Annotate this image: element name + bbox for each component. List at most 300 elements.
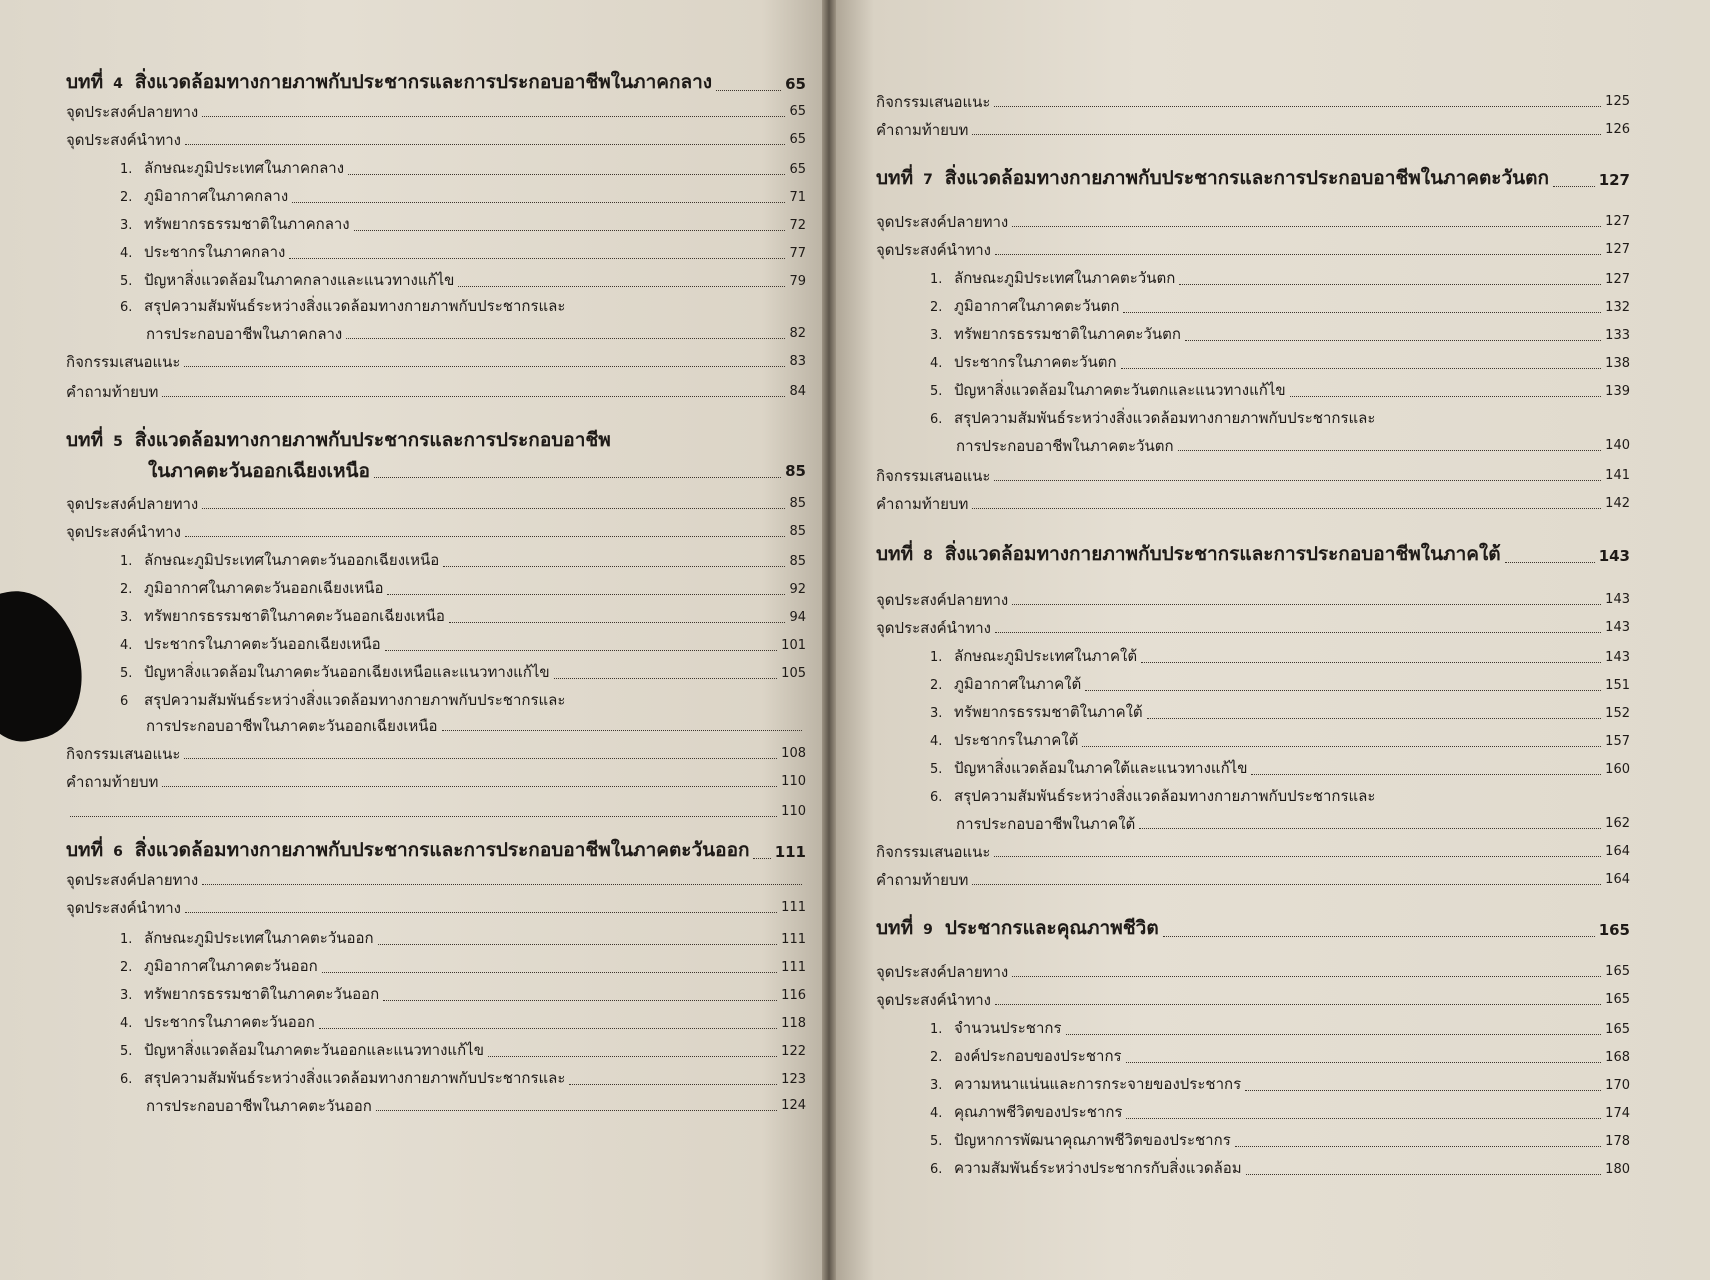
dot-leader — [1141, 662, 1601, 663]
item-index: 1. — [120, 162, 133, 177]
toc-label — [930, 1130, 1231, 1152]
toc-text: ปัญหาสิ่งแวดล้อมในภาคตะวันออกเฉียงเหนือและแนวทางแก้ไข — [144, 663, 550, 681]
toc-text: จุดประสงค์ปลายทาง — [876, 213, 1009, 231]
page-number: 174 — [1605, 1106, 1630, 1121]
toc-row — [956, 436, 1630, 456]
item-index: 6. — [120, 300, 133, 315]
dot-leader — [185, 536, 785, 537]
toc-text: ทรัพยากรธรรมชาติในภาคกลาง — [144, 215, 350, 233]
page-number: 101 — [781, 638, 806, 653]
toc-label — [66, 102, 198, 122]
toc-label — [930, 1074, 1241, 1096]
dot-leader — [1126, 1062, 1602, 1063]
page-number: 108 — [781, 746, 806, 761]
dot-leader — [1066, 1034, 1602, 1035]
toc-text: ความสัมพันธ์ระหว่างประชากรกับสิ่งแวดล้อม — [954, 1159, 1242, 1177]
chapter-number: 4 — [113, 76, 123, 92]
toc-text: ปัญหาสิ่งแวดล้อมในภาคตะวันตกและแนวทางแก้ไข — [954, 381, 1286, 399]
toc-label — [876, 212, 1008, 232]
toc-item-row — [120, 186, 806, 208]
toc-item-row — [120, 1040, 806, 1062]
toc-text: จุดประสงค์ปลายทาง — [876, 963, 1009, 981]
toc-label — [66, 522, 181, 542]
item-index: 3. — [930, 1078, 943, 1093]
toc-label — [876, 870, 968, 890]
toc-row — [876, 618, 1630, 638]
toc-item-row — [930, 380, 1630, 402]
dot-leader — [322, 972, 777, 973]
book-gutter — [822, 0, 836, 1280]
toc-text: ลักษณะภูมิประเทศในภาคตะวันออกเฉียงเหนือ — [144, 551, 440, 569]
item-index: 1. — [120, 554, 133, 569]
toc-item-row — [120, 662, 806, 684]
dot-leader — [162, 786, 777, 787]
dot-leader — [458, 286, 785, 287]
toc-text: จุดประสงค์ปลายทาง — [66, 103, 199, 121]
page-number: 168 — [1605, 1050, 1630, 1065]
toc-label — [876, 466, 990, 486]
dot-leader — [554, 678, 777, 679]
toc-text: การประกอบอาชีพในภาคกลาง — [146, 325, 343, 343]
dot-leader — [1121, 368, 1602, 369]
item-index: 3. — [930, 706, 943, 721]
toc-item-row — [120, 984, 806, 1006]
page-number: 122 — [781, 1044, 806, 1059]
item-index: 5. — [120, 274, 133, 289]
dot-leader — [1178, 450, 1602, 451]
dot-leader — [185, 912, 777, 913]
item-index: 2. — [120, 582, 133, 597]
toc-item-row — [930, 1074, 1630, 1096]
toc-text: ทรัพยากรธรรมชาติในภาคใต้ — [954, 703, 1143, 721]
toc-text: การประกอบอาชีพในภาคตะวันออก — [146, 1097, 372, 1115]
item-index: 4. — [930, 356, 943, 371]
dot-leader — [488, 1056, 777, 1057]
toc-text: ภูมิอากาศในภาคใต้ — [954, 675, 1082, 693]
item-index: 3. — [930, 328, 943, 343]
page-number: 118 — [781, 1016, 806, 1031]
dot-leader — [1139, 828, 1601, 829]
page-number: 132 — [1605, 300, 1630, 315]
toc-item-row — [120, 578, 806, 600]
dot-leader — [202, 508, 785, 509]
toc-text: จุดประสงค์นำทาง — [66, 131, 181, 149]
page-number: 126 — [1605, 122, 1630, 137]
toc-row — [876, 990, 1630, 1010]
toc-text: องค์ประกอบของประชากร — [954, 1047, 1122, 1065]
page-number: 141 — [1605, 468, 1630, 483]
dot-leader — [1147, 718, 1602, 719]
toc-text: สิ่งแวดล้อมทางกายภาพกับประชากรและการประกอบอาชีพในภาคกลาง — [134, 71, 713, 93]
page-number: 65 — [785, 75, 806, 93]
toc-item-row — [930, 408, 1630, 430]
toc-label — [66, 130, 181, 150]
dot-leader — [1126, 1118, 1601, 1119]
dot-leader — [1012, 604, 1601, 605]
toc-label — [876, 618, 991, 638]
chapter-number: 8 — [923, 548, 933, 564]
toc-chapter-row — [148, 459, 806, 483]
page-number: 151 — [1605, 678, 1630, 693]
toc-label — [66, 428, 611, 454]
toc-item-row — [120, 242, 806, 264]
page-number: 85 — [789, 554, 806, 569]
toc-text: จุดประสงค์นำทาง — [876, 991, 991, 1009]
page-number: 85 — [789, 524, 806, 539]
dot-leader — [569, 1084, 777, 1085]
toc-item-row — [930, 268, 1630, 290]
chapter-prefix: บทที่ — [876, 167, 914, 189]
toc-item-row — [120, 270, 806, 292]
toc-text: จุดประสงค์ปลายทาง — [66, 495, 199, 513]
dot-leader — [348, 174, 785, 175]
dot-leader — [185, 144, 785, 145]
toc-text: คุณภาพชีวิตของประชากร — [954, 1103, 1123, 1121]
dot-leader — [994, 856, 1601, 857]
dot-leader — [1179, 284, 1601, 285]
toc-text: ลักษณะภูมิประเทศในภาคใต้ — [954, 647, 1138, 665]
item-index: 2. — [930, 300, 943, 315]
toc-item-row — [120, 606, 806, 628]
toc-text: ลักษณะภูมิประเทศในภาคตะวันออก — [144, 929, 374, 947]
page-number: 138 — [1605, 356, 1630, 371]
toc-text: คำถามท้ายบท — [876, 495, 969, 513]
toc-row — [66, 522, 806, 542]
toc-label — [120, 984, 379, 1006]
dot-leader — [292, 202, 785, 203]
page-number: 92 — [789, 582, 806, 597]
toc-text: ปัญหาสิ่งแวดล้อมในภาคกลางและแนวทางแก้ไข — [144, 271, 455, 289]
toc-item-row — [120, 296, 806, 318]
page-number: 72 — [789, 218, 806, 233]
toc-label — [930, 758, 1247, 780]
toc-label — [66, 898, 181, 918]
toc-left — [0, 0, 828, 1280]
dot-leader — [383, 1000, 777, 1001]
item-index: 1. — [930, 1022, 943, 1037]
page-number: 111 — [774, 843, 806, 861]
item-index: 3. — [120, 610, 133, 625]
page-number: 160 — [1605, 762, 1630, 777]
toc-text: สิ่งแวดล้อมทางกายภาพกับประชากรและการประกอบอาชีพในภาคตะวันตก — [944, 167, 1549, 189]
toc-label — [120, 214, 350, 236]
toc-text: ความหนาแน่นและการกระจายของประชากร — [954, 1075, 1242, 1093]
toc-text: กิจกรรมเสนอแนะ — [876, 467, 991, 485]
toc-label — [930, 730, 1078, 752]
toc-row — [66, 870, 806, 890]
toc-label — [930, 1158, 1242, 1180]
toc-label — [876, 590, 1008, 610]
item-index: 2. — [120, 960, 133, 975]
chapter-number: 9 — [923, 922, 933, 938]
dot-leader — [1245, 1090, 1601, 1091]
toc-label — [148, 459, 370, 483]
dot-leader — [1012, 226, 1601, 227]
right-page — [830, 0, 1710, 1280]
toc-label — [876, 120, 968, 140]
toc-text: ประชากรในภาคตะวันออก — [144, 1013, 315, 1031]
toc-text: ภูมิอากาศในภาคกลาง — [144, 187, 289, 205]
toc-text: ประชากรและคุณภาพชีวิต — [944, 917, 1159, 939]
page-number: 127 — [1605, 272, 1630, 287]
page-number: 82 — [789, 326, 806, 341]
toc-text: ปัญหาสิ่งแวดล้อมในภาคใต้และแนวทางแก้ไข — [954, 759, 1248, 777]
toc-label — [876, 542, 1501, 568]
toc-row — [146, 324, 806, 344]
toc-chapter-row — [66, 70, 806, 96]
toc-label — [66, 744, 180, 764]
dot-leader — [449, 622, 786, 623]
page-number: 85 — [785, 462, 806, 480]
page-number: 127 — [1605, 242, 1630, 257]
toc-label — [146, 716, 438, 736]
toc-label — [66, 70, 712, 96]
toc-label — [876, 166, 1549, 192]
toc-item-row — [120, 1012, 806, 1034]
toc-item-row — [930, 1046, 1630, 1068]
dot-leader — [162, 396, 785, 397]
toc-row — [876, 870, 1630, 890]
page-number: 127 — [1598, 171, 1630, 189]
page-number: 178 — [1605, 1134, 1630, 1149]
toc-item-row — [120, 690, 806, 712]
toc-item-row — [930, 702, 1630, 724]
dot-leader — [70, 816, 777, 817]
toc-text: การประกอบอาชีพในภาคใต้ — [956, 815, 1136, 833]
toc-text: จุดประสงค์นำทาง — [66, 523, 181, 541]
toc-item-row — [930, 730, 1630, 752]
toc-row — [876, 962, 1630, 982]
toc-row — [876, 590, 1630, 610]
toc-row — [956, 814, 1630, 834]
page-number: 165 — [1598, 921, 1630, 939]
item-index: 3. — [120, 218, 133, 233]
toc-label — [956, 814, 1135, 834]
dot-leader — [1290, 396, 1601, 397]
page-number: 65 — [789, 132, 806, 147]
toc-text: ทรัพยากรธรรมชาติในภาคตะวันตก — [954, 325, 1181, 343]
dot-leader — [1082, 746, 1601, 747]
toc-item-row — [930, 1130, 1630, 1152]
page-number: 65 — [789, 162, 806, 177]
toc-item-row — [930, 296, 1630, 318]
item-index: 5. — [930, 1134, 943, 1149]
toc-text: คำถามท้ายบท — [876, 871, 969, 889]
page-number: 140 — [1605, 438, 1630, 453]
toc-text: ภูมิอากาศในภาคตะวันออก — [144, 957, 318, 975]
dot-leader — [1246, 1174, 1602, 1175]
toc-text: สรุปความสัมพันธ์ระหว่างสิ่งแวดล้อมทางกายภาพกับประชากรและ — [954, 787, 1376, 805]
chapter-number: 7 — [923, 172, 933, 188]
item-index: 3. — [120, 988, 133, 1003]
item-index: 1. — [930, 272, 943, 287]
toc-label — [120, 928, 374, 950]
page-number: 124 — [781, 1098, 806, 1113]
toc-item-row — [930, 324, 1630, 346]
page-number: 165 — [1605, 1022, 1630, 1037]
toc-chapter-row — [876, 166, 1630, 192]
page-number: 180 — [1605, 1162, 1630, 1177]
item-index: 1. — [930, 650, 943, 665]
dot-leader — [1505, 562, 1595, 563]
dot-leader — [354, 230, 786, 231]
left-page — [0, 0, 828, 1280]
item-index: 5. — [120, 1044, 133, 1059]
toc-text: ประชากรในภาคใต้ — [954, 731, 1079, 749]
toc-chapter-row — [876, 916, 1630, 942]
dot-leader — [1185, 340, 1601, 341]
dot-leader — [1123, 312, 1601, 313]
page-number: 127 — [1605, 214, 1630, 229]
toc-label — [66, 838, 749, 864]
toc-item-row — [120, 1068, 806, 1090]
item-index: 1. — [120, 932, 133, 947]
toc-text: ภูมิอากาศในภาคตะวันออกเฉียงเหนือ — [144, 579, 384, 597]
toc-row — [876, 240, 1630, 260]
toc-label — [120, 634, 381, 656]
toc-text: จำนวนประชากร — [954, 1019, 1062, 1037]
toc-text: คำถามท้ายบท — [66, 773, 159, 791]
page-number: 111 — [781, 932, 806, 947]
toc-label — [930, 1018, 1062, 1040]
toc-row — [876, 212, 1630, 232]
dot-leader — [1163, 936, 1595, 937]
page-number: 164 — [1605, 844, 1630, 859]
toc-row — [66, 382, 806, 402]
toc-chapter-row — [876, 542, 1630, 568]
toc-text: ปัญหาสิ่งแวดล้อมในภาคตะวันออกและแนวทางแก้ไข — [144, 1041, 484, 1059]
toc-label — [876, 962, 1008, 982]
toc-label — [930, 296, 1119, 318]
page-number: 85 — [789, 496, 806, 511]
page-number: 157 — [1605, 734, 1630, 749]
item-index: 6. — [120, 1072, 133, 1087]
toc-label — [120, 606, 445, 628]
toc-text: ทรัพยากรธรรมชาติในภาคตะวันออก — [144, 985, 380, 1003]
toc-text: ภูมิอากาศในภาคตะวันตก — [954, 297, 1120, 315]
toc-text: จุดประสงค์ปลายทาง — [66, 871, 199, 889]
toc-label — [120, 956, 318, 978]
item-index: 5. — [930, 762, 943, 777]
chapter-prefix: บทที่ — [66, 839, 104, 861]
item-index: 4. — [120, 638, 133, 653]
toc-text: ปัญหาการพัฒนาคุณภาพชีวิตของประชากร — [954, 1131, 1231, 1149]
page-number: 71 — [789, 190, 806, 205]
dot-leader — [346, 338, 785, 339]
dot-leader — [289, 258, 785, 259]
toc-label — [930, 786, 1375, 808]
toc-text: คำถามท้ายบท — [66, 383, 159, 401]
toc-label — [120, 1040, 484, 1062]
dot-leader — [202, 116, 785, 117]
toc-label — [930, 646, 1137, 668]
page-number: 143 — [1605, 620, 1630, 635]
toc-label — [120, 296, 565, 318]
toc-item-row — [120, 550, 806, 572]
page-number: 125 — [1605, 94, 1630, 109]
dot-leader — [753, 858, 770, 859]
toc-row — [876, 494, 1630, 514]
chapter-prefix: บทที่ — [66, 71, 104, 93]
dot-leader — [1251, 774, 1601, 775]
toc-row — [876, 466, 1630, 486]
dot-leader — [995, 632, 1601, 633]
toc-label — [120, 578, 383, 600]
toc-text: สรุปความสัมพันธ์ระหว่างสิ่งแวดล้อมทางกายภาพกับประชากรและ — [144, 297, 566, 315]
toc-label — [930, 1046, 1122, 1068]
chapter-number: 6 — [113, 844, 123, 860]
dot-leader — [972, 884, 1601, 885]
toc-label — [930, 380, 1286, 402]
toc-text: ประชากรในภาคตะวันออกเฉียงเหนือ — [144, 635, 381, 653]
toc-row — [66, 494, 806, 514]
page-number: 133 — [1605, 328, 1630, 343]
page-number: 65 — [789, 104, 806, 119]
item-index: 4. — [930, 734, 943, 749]
toc-label — [930, 352, 1117, 374]
toc-text: ทรัพยากรธรรมชาติในภาคตะวันออกเฉียงเหนือ — [144, 607, 445, 625]
dot-leader — [387, 594, 785, 595]
dot-leader — [1553, 186, 1595, 187]
toc-label — [66, 382, 158, 402]
dot-leader — [1012, 976, 1601, 977]
dot-leader — [385, 650, 778, 651]
toc-text: ในภาคตะวันออกเฉียงเหนือ — [148, 460, 370, 482]
toc-label — [120, 186, 288, 208]
toc-item-row — [120, 956, 806, 978]
page-number: 110 — [781, 774, 806, 789]
item-index: 6. — [930, 412, 943, 427]
dot-leader — [1235, 1146, 1601, 1147]
toc-item-row — [120, 634, 806, 656]
toc-label — [876, 92, 990, 112]
toc-row — [876, 842, 1630, 862]
toc-text: สิ่งแวดล้อมทางกายภาพกับประชากรและการประกอบอาชีพในภาคตะวันออก — [134, 839, 750, 861]
page-number: 143 — [1605, 592, 1630, 607]
dot-leader — [374, 477, 781, 478]
toc-text: สิ่งแวดล้อมทางกายภาพกับประชากรและการประกอบอาชีพ — [134, 429, 611, 451]
dot-leader — [184, 758, 777, 759]
toc-item-row — [930, 1018, 1630, 1040]
dot-leader — [443, 566, 785, 567]
item-index: 6 — [120, 694, 129, 709]
item-index: 4. — [930, 1106, 943, 1121]
toc-label — [66, 494, 198, 514]
toc-label — [120, 662, 550, 684]
toc-row — [66, 772, 806, 792]
toc-label — [876, 842, 990, 862]
page-number: 142 — [1605, 496, 1630, 511]
toc-label — [930, 268, 1175, 290]
toc-text: สรุปความสัมพันธ์ระหว่างสิ่งแวดล้อมทางกายภาพกับประชากรและ — [144, 691, 566, 709]
item-index: 5. — [120, 666, 133, 681]
dot-leader — [1085, 690, 1601, 691]
item-index: 5. — [930, 384, 943, 399]
toc-row — [66, 102, 806, 122]
item-index: 6. — [930, 1162, 943, 1177]
toc-label — [120, 1012, 315, 1034]
toc-item-row — [930, 758, 1630, 780]
toc-row — [146, 716, 806, 736]
page-number: 165 — [1605, 992, 1630, 1007]
toc-item-row — [120, 158, 806, 180]
chapter-prefix: บทที่ — [876, 917, 914, 939]
page-number: 77 — [789, 246, 806, 261]
toc-text: จุดประสงค์ปลายทาง — [876, 591, 1009, 609]
toc-text: จุดประสงค์นำทาง — [66, 899, 181, 917]
toc-text: กิจกรรมเสนอแนะ — [876, 93, 991, 111]
dot-leader — [972, 134, 1601, 135]
